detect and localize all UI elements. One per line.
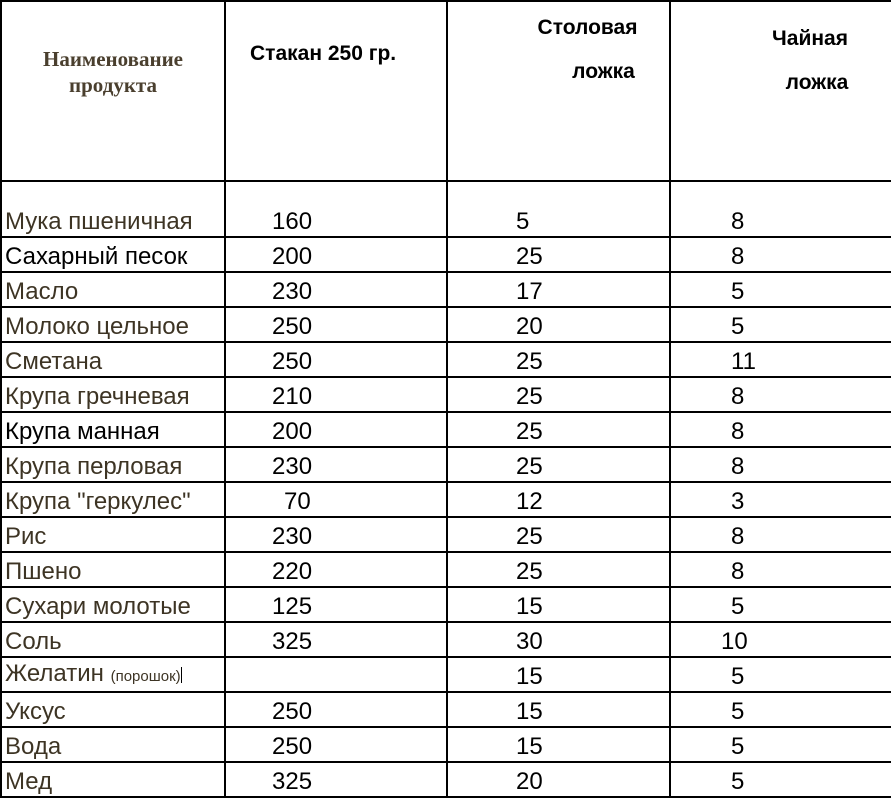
teaspoon-value: 11 (670, 342, 891, 377)
product-name: Молоко цельное (1, 307, 225, 342)
product-name: Сухари молотые (1, 587, 225, 622)
product-name: Сахарный песок (1, 237, 225, 272)
product-name: Крупа манная (1, 412, 225, 447)
table-row (1, 307, 891, 342)
table-row (1, 447, 891, 482)
glass-value: 325 (225, 762, 447, 797)
product-name: Мед (1, 762, 225, 797)
tablespoon-value: 15 (447, 657, 670, 692)
teaspoon-value: 8 (670, 552, 891, 587)
product-name: Крупа "геркулес" (1, 482, 225, 517)
teaspoon-value: 8 (670, 181, 891, 237)
table-row (1, 412, 891, 447)
glass-value: 230 (225, 447, 447, 482)
tablespoon-value: 15 (447, 692, 670, 727)
table-row (1, 237, 891, 272)
tablespoon-value: 25 (447, 517, 670, 552)
header-teaspoon-line2: ложка (785, 71, 849, 94)
header-name-line1: Наименование (43, 47, 183, 71)
header-name-line2: продукта (69, 73, 157, 97)
tablespoon-value: 20 (447, 762, 670, 797)
product-name: Крупа перловая (1, 447, 225, 482)
product-name: Мука пшеничная (1, 181, 225, 237)
tablespoon-value: 30 (447, 622, 670, 657)
glass-value: 220 (225, 552, 447, 587)
teaspoon-value: 8 (670, 447, 891, 482)
glass-value: 160 (225, 181, 447, 237)
product-name: Масло (1, 272, 225, 307)
teaspoon-value: 8 (670, 237, 891, 272)
text-cursor (181, 667, 182, 683)
tablespoon-value: 5 (447, 181, 670, 237)
tablespoon-value: 25 (447, 552, 670, 587)
table-row (1, 587, 891, 622)
teaspoon-value: 3 (670, 482, 891, 517)
teaspoon-value: 5 (670, 587, 891, 622)
header-teaspoon-line1: Чайная (772, 27, 848, 50)
table-row (1, 762, 891, 797)
teaspoon-value: 5 (670, 762, 891, 797)
header-glass (225, 1, 447, 181)
header-tablespoon-line1: Столовая (537, 16, 638, 39)
tablespoon-value: 25 (447, 237, 670, 272)
table-row (1, 181, 891, 237)
header-product-name (1, 1, 225, 181)
product-name-cell[interactable] (1, 657, 225, 692)
glass-value: 210 (225, 377, 447, 412)
table-row (1, 727, 891, 762)
table-row (1, 552, 891, 587)
teaspoon-value: 5 (670, 307, 891, 342)
glass-value: 250 (225, 692, 447, 727)
glass-value (225, 657, 447, 692)
tablespoon-value: 25 (447, 447, 670, 482)
product-name: Крупа гречневая (1, 377, 225, 412)
header-teaspoon (670, 1, 891, 181)
tablespoon-value: 20 (447, 307, 670, 342)
table-row[interactable] (1, 657, 891, 692)
teaspoon-value: 10 (670, 622, 891, 657)
product-name: Уксус (1, 692, 225, 727)
product-name: Желатин (5, 660, 104, 687)
tablespoon-value: 25 (447, 412, 670, 447)
glass-value: 250 (225, 307, 447, 342)
tablespoon-value: 15 (447, 727, 670, 762)
table-row (1, 692, 891, 727)
product-name: Вода (1, 727, 225, 762)
tablespoon-value: 15 (447, 587, 670, 622)
product-note: (порошок) (110, 668, 181, 685)
product-name: Рис (1, 517, 225, 552)
teaspoon-value: 8 (670, 377, 891, 412)
table-row (1, 342, 891, 377)
header-tablespoon (447, 1, 670, 181)
tablespoon-value: 12 (447, 482, 670, 517)
table-row (1, 272, 891, 307)
tablespoon-value: 17 (447, 272, 670, 307)
glass-value: 70 (225, 482, 447, 517)
header-glass-label: Стакан 250 гр. (250, 42, 397, 65)
product-name: Соль (1, 622, 225, 657)
product-name: Пшено (1, 552, 225, 587)
teaspoon-value: 5 (670, 272, 891, 307)
teaspoon-value: 5 (670, 727, 891, 762)
product-name: Сметана (1, 342, 225, 377)
glass-value: 250 (225, 342, 447, 377)
teaspoon-value: 5 (670, 657, 891, 692)
glass-value: 230 (225, 517, 447, 552)
teaspoon-value: 8 (670, 412, 891, 447)
header-tablespoon-line2: ложка (572, 60, 635, 83)
glass-value: 325 (225, 622, 447, 657)
glass-value: 200 (225, 412, 447, 447)
table-row (1, 622, 891, 657)
header-row (1, 1, 891, 181)
glass-value: 125 (225, 587, 447, 622)
table-row (1, 482, 891, 517)
tablespoon-value: 25 (447, 342, 670, 377)
teaspoon-value: 8 (670, 517, 891, 552)
glass-value: 230 (225, 272, 447, 307)
table-row (1, 517, 891, 552)
table-row (1, 377, 891, 412)
glass-value: 200 (225, 237, 447, 272)
glass-value: 250 (225, 727, 447, 762)
tablespoon-value: 25 (447, 377, 670, 412)
teaspoon-value: 5 (670, 692, 891, 727)
